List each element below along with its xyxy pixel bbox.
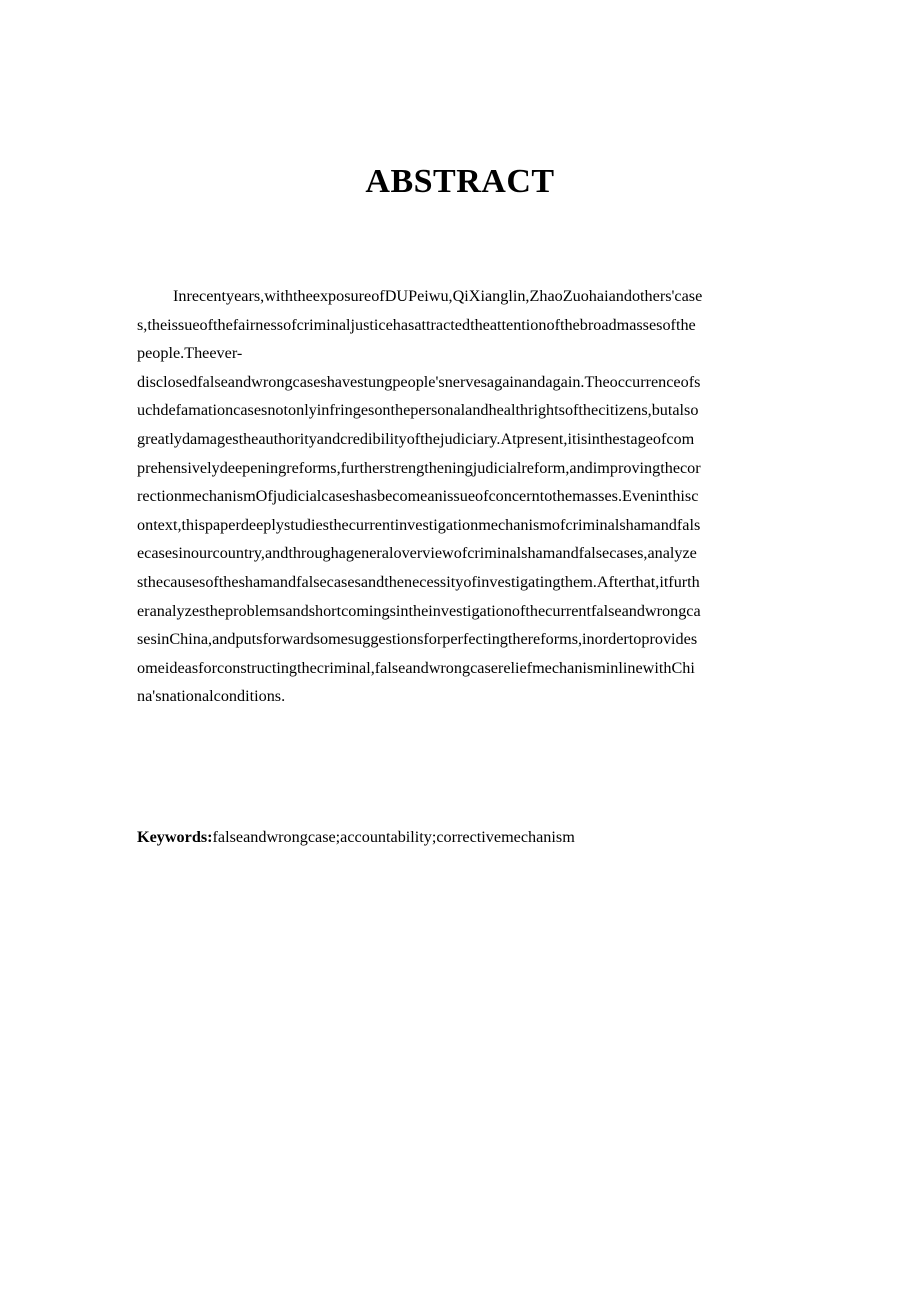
abstract-line: rectionmechanismOfjudicialcaseshasbecomeanissueofconcerntothemasses.Eveninthisc (137, 487, 699, 506)
abstract-line: omeideasforconstructingthecriminal,falseandwrongcasereliefmechanisminlinewithChi (137, 658, 695, 677)
keywords-text: falseandwrongcase;accountability;correctivemechanism (212, 828, 575, 846)
abstract-line: sthecausesoftheshamandfalsecasesandthenecessityofinvestigatingthem.Afterthat,itfurth (137, 572, 700, 591)
abstract-line: na'snationalconditions. (137, 687, 286, 706)
abstract-line: ontext,thispaperdeeplystudiesthecurrentinvestigationmechanismofcriminalshamandfals (137, 515, 701, 534)
abstract-line: people.Theever- (137, 344, 243, 363)
abstract-line: prehensivelydeepeningreforms,furtherstrengtheningjudicialreform,andimprovingthecor (137, 458, 701, 477)
abstract-line: s,theissueofthefairnessofcriminaljusticehasattractedtheattentionofthebroadmassesofthe (137, 315, 696, 334)
abstract-line: disclosedfalseandwrongcaseshavestungpeople'snervesagainandagain.Theoccurrenceofs (137, 372, 701, 391)
abstract-line: greatlydamagestheauthorityandcredibilityofthejudiciary.Atpresent,itisinthestageofcom (137, 429, 695, 448)
keywords-label: Keywords: (137, 828, 213, 846)
abstract-line: ecasesinourcountry,andthroughageneraloverviewofcriminalshamandfalsecases,analyze (137, 544, 697, 563)
abstract-line: sesinChina,andputsforwardsomesuggestionsforperfectingthereforms,inordertoprovides (137, 630, 698, 649)
abstract-line: uchdefamationcasesnotonlyinfringesonthepersonalandhealthrightsofthecitizens,butalso (137, 401, 699, 420)
abstract-line: Inrecentyears,withtheexposureofDUPeiwu,QiXianglin,ZhaoZuohaiandothers'case (173, 287, 703, 305)
abstract-paragraph (137, 282, 787, 711)
keywords-line (137, 823, 797, 851)
abstract-line: eranalyzestheproblemsandshortcomingsintheinvestigationofthecurrentfalseandwrongca (137, 601, 701, 620)
page-title: ABSTRACT (365, 163, 555, 200)
